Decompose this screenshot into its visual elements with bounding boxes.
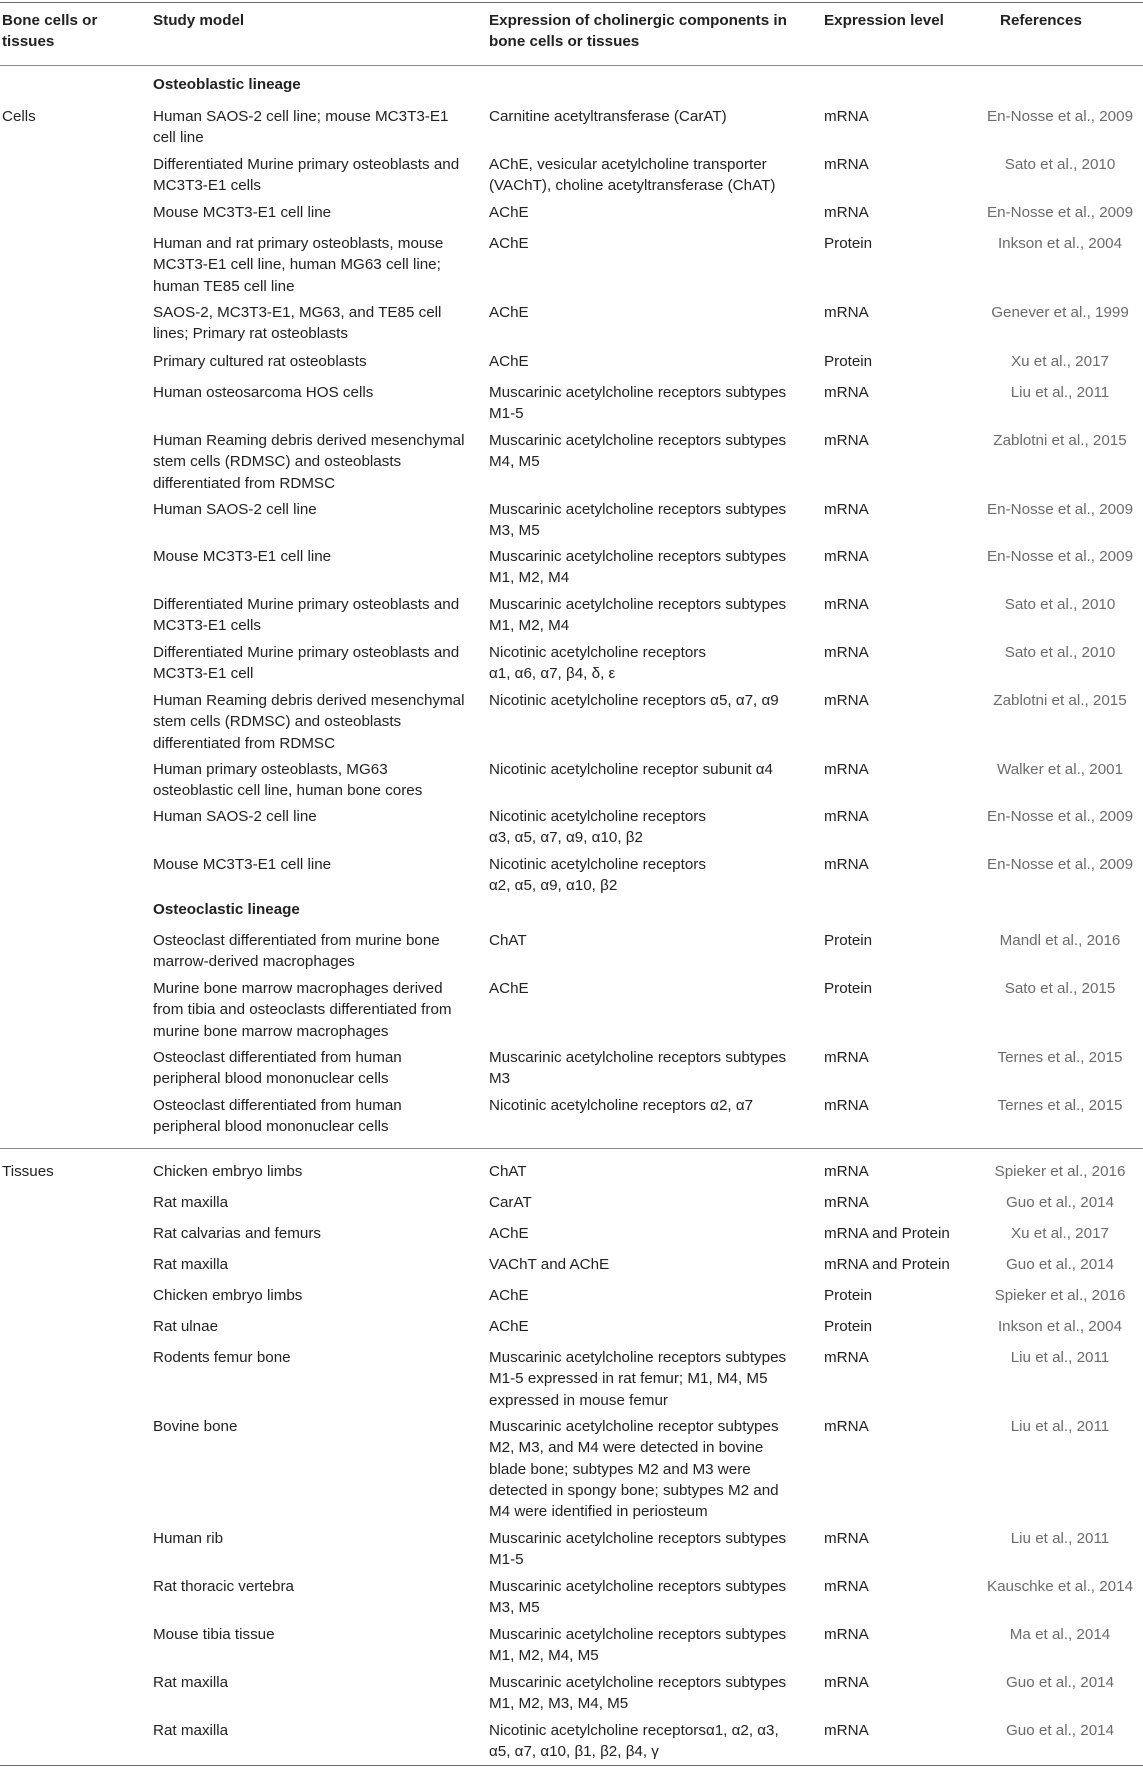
reference-cell: Spieker et al., 2016 (994, 1287, 1126, 1304)
expression-cell: CarAT (489, 1194, 532, 1211)
reference-cell: Inkson et al., 2004 (997, 235, 1123, 252)
reference-cell: Zablotni et al., 2015 (993, 692, 1127, 709)
reference-cell: En-Nosse et al., 2009 (986, 548, 1134, 565)
study-model-cell: Mouse MC3T3-E1 cell line (153, 548, 332, 565)
expression-cell: Nicotinic acetylcholine receptors α1, α6, α7, β4, δ, ε (489, 644, 706, 683)
expression-cell: Muscarinic acetylcholine receptors subtypes M1, M2, M3, M4, M5 (489, 1674, 787, 1713)
reference-cell: Xu et al., 2017 (1011, 353, 1109, 370)
expression-level-cell: mRNA (824, 1722, 869, 1739)
expression-cell: AChE (489, 1318, 529, 1335)
expression-level-cell: mRNA (824, 1163, 869, 1180)
expression-level-cell: mRNA (824, 108, 869, 125)
reference-cell: Liu et al., 2011 (1010, 1418, 1110, 1435)
study-model-cell: Human primary osteoblasts, MG63 osteoblastic cell line, human bone cores (153, 761, 423, 800)
study-model-cell: Chicken embryo limbs (153, 1287, 303, 1304)
reference-cell: Liu et al., 2011 (1010, 384, 1110, 401)
expression-cell: AChE (489, 304, 529, 321)
study-model-cell: Human and rat primary osteoblasts, mouse MC3T3-E1 cell line, human MG63 cell line; human TE85 cell line (153, 235, 444, 295)
study-model-cell: Mouse MC3T3-E1 cell line (153, 856, 332, 873)
expression-level-cell: mRNA (824, 1626, 869, 1643)
header-expression: Expression of cholinergic components in bone cells or tissues (489, 12, 787, 51)
study-model-cell: Rat maxilla (153, 1256, 229, 1273)
study-model-cell: Differentiated Murine primary osteoblasts and MC3T3-E1 cells (153, 596, 460, 635)
expression-cell: ChAT (489, 1163, 527, 1180)
study-model-cell: Osteoclast differentiated from murine bone marrow-derived macrophages (153, 932, 440, 971)
study-model-cell: Rat ulnae (153, 1318, 219, 1335)
study-model-cell: Human rib (153, 1530, 224, 1547)
expression-cell: Muscarinic acetylcholine receptors subtypes M3, M5 (489, 1578, 787, 1617)
study-model-cell: Rat calvarias and femurs (153, 1225, 321, 1242)
expression-level-cell: mRNA (824, 432, 869, 449)
study-model-cell: Human SAOS-2 cell line (153, 501, 317, 518)
expression-cell: Nicotinic acetylcholine receptors α2, α7 (489, 1097, 754, 1114)
reference-cell: Mandl et al., 2016 (999, 932, 1121, 949)
expression-level-cell: mRNA (824, 1194, 869, 1211)
reference-cell: En-Nosse et al., 2009 (986, 856, 1134, 873)
reference-cell: Walker et al., 2001 (996, 761, 1124, 778)
study-model-cell: Rat maxilla (153, 1722, 229, 1739)
reference-cell: En-Nosse et al., 2009 (986, 108, 1134, 125)
expression-level-cell: mRNA (824, 856, 869, 873)
expression-cell: Nicotinic acetylcholine receptor subunit α4 (489, 761, 773, 778)
expression-cell: Carnitine acetyltransferase (CarAT) (489, 108, 727, 125)
study-model-cell: SAOS-2, MC3T3-E1, MG63, and TE85 cell lines; Primary rat osteoblasts (153, 304, 442, 343)
expression-level-cell: Protein (824, 1318, 873, 1335)
expression-level-cell: mRNA (824, 692, 869, 709)
reference-cell: Liu et al., 2011 (1010, 1530, 1110, 1547)
study-model-cell: Human SAOS-2 cell line (153, 808, 317, 825)
expression-level-cell: mRNA (824, 1349, 869, 1366)
expression-level-cell: mRNA (824, 204, 869, 221)
reference-cell: En-Nosse et al., 2009 (986, 808, 1134, 825)
cells-tissues-divider (0, 1148, 1143, 1149)
expression-cell: Muscarinic acetylcholine receptors subtypes M1, M2, M4 (489, 596, 787, 635)
expression-cell: AChE, vesicular acetylcholine transporter (VAChT), choline acetyltransferase (ChAT) (489, 156, 776, 195)
group-tissues-label: Tissues (2, 1163, 54, 1180)
expression-cell: Muscarinic acetylcholine receptors subtypes M1-5 expressed in rat femur; M1, M4, M5 expressed in mouse femur (489, 1349, 787, 1409)
expression-cell: VAChT and AChE (489, 1256, 610, 1273)
reference-cell: En-Nosse et al., 2009 (986, 204, 1134, 221)
expression-cell: Muscarinic acetylcholine receptor subtypes M2, M3, and M4 were detected in bovine blade bone; subtypes M2 and M3 were detected in spongy bone; subtypes M2 and M4 were identified in periosteum (489, 1418, 779, 1521)
expression-cell: Muscarinic acetylcholine receptors subtypes M1, M2, M4 (489, 548, 787, 587)
reference-cell: Ternes et al., 2015 (997, 1049, 1123, 1066)
reference-cell: Sato et al., 2015 (1004, 980, 1116, 997)
expression-cell: Nicotinic acetylcholine receptorsα1, α2, α3, α5, α7, α10, β1, β2, β4, γ (489, 1722, 779, 1761)
expression-cell: ChAT (489, 932, 527, 949)
study-model-cell: Human SAOS-2 cell line; mouse MC3T3-E1 cell line (153, 108, 449, 147)
header-bottom-rule (0, 65, 1143, 66)
reference-cell: Ma et al., 2014 (1009, 1626, 1111, 1643)
study-model-cell: Osteoclast differentiated from human peripheral blood mononuclear cells (153, 1049, 402, 1088)
expression-level-cell: mRNA (824, 1097, 869, 1114)
expression-level-cell: Protein (824, 353, 873, 370)
study-model-cell: Human Reaming debris derived mesenchymal stem cells (RDMSC) and osteoblasts differentiated from RDMSC (153, 692, 465, 752)
reference-cell: En-Nosse et al., 2009 (986, 501, 1134, 518)
expression-cell: AChE (489, 235, 529, 252)
study-model-cell: Human osteosarcoma HOS cells (153, 384, 374, 401)
reference-cell: Sato et al., 2010 (1004, 596, 1116, 613)
expression-level-cell: mRNA (824, 1530, 869, 1547)
expression-level-cell: mRNA (824, 1049, 869, 1066)
reference-cell: Spieker et al., 2016 (994, 1163, 1126, 1180)
expression-level-cell: Protein (824, 1287, 873, 1304)
study-model-cell: Differentiated Murine primary osteoblasts and MC3T3-E1 cell (153, 644, 460, 683)
study-model-cell: Mouse tibia tissue (153, 1626, 275, 1643)
group-cells-label: Cells (2, 108, 36, 125)
expression-level-cell: Protein (824, 235, 873, 252)
study-model-cell: Rat maxilla (153, 1674, 229, 1691)
expression-cell: Muscarinic acetylcholine receptors subtypes M1-5 (489, 384, 787, 423)
expression-cell: Nicotinic acetylcholine receptors α2, α5, α9, α10, β2 (489, 856, 706, 895)
study-model-cell: Rodents femur bone (153, 1349, 291, 1366)
study-model-cell: Mouse MC3T3-E1 cell line (153, 204, 332, 221)
expression-cell: Muscarinic acetylcholine receptors subtypes M3, M5 (489, 501, 787, 540)
table-top-rule (0, 2, 1143, 3)
expression-level-cell: mRNA (824, 501, 869, 518)
study-model-cell: Chicken embryo limbs (153, 1163, 303, 1180)
header-bone-cells: Bone cells or tissues (2, 12, 98, 51)
expression-level-cell: mRNA (824, 1674, 869, 1691)
reference-cell: Guo et al., 2014 (1005, 1722, 1115, 1739)
expression-cell: AChE (489, 204, 529, 221)
expression-level-cell: mRNA (824, 1418, 869, 1435)
expression-level-cell: mRNA (824, 304, 869, 321)
reference-cell: Guo et al., 2014 (1005, 1674, 1115, 1691)
expression-cell: AChE (489, 1225, 529, 1242)
expression-cell: Nicotinic acetylcholine receptors α3, α5, α7, α9, α10, β2 (489, 808, 706, 847)
expression-cell: AChE (489, 353, 529, 370)
expression-cell: Muscarinic acetylcholine receptors subtypes M4, M5 (489, 432, 787, 471)
reference-cell: Guo et al., 2014 (1005, 1194, 1115, 1211)
expression-level-cell: Protein (824, 980, 873, 997)
section-osteoblastic-lineage: Osteoblastic lineage (153, 76, 301, 93)
expression-level-cell: Protein (824, 932, 873, 949)
header-study-model: Study model (153, 12, 245, 29)
expression-level-cell: mRNA (824, 644, 869, 661)
study-model-cell: Rat maxilla (153, 1194, 229, 1211)
study-model-cell: Primary cultured rat osteoblasts (153, 353, 367, 370)
reference-cell: Inkson et al., 2004 (997, 1318, 1123, 1335)
study-model-cell: Murine bone marrow macrophages derived from tibia and osteoclasts differentiated from murine bone marrow macrophages (153, 980, 452, 1040)
expression-level-cell: mRNA (824, 761, 869, 778)
section-osteoclastic-lineage: Osteoclastic lineage (153, 901, 300, 918)
study-model-cell: Rat thoracic vertebra (153, 1578, 294, 1595)
reference-cell: Liu et al., 2011 (1010, 1349, 1110, 1366)
reference-cell: Sato et al., 2010 (1004, 644, 1116, 661)
expression-cell: AChE (489, 980, 529, 997)
reference-cell: Zablotni et al., 2015 (993, 432, 1127, 449)
expression-level-cell: mRNA (824, 1578, 869, 1595)
study-model-cell: Human Reaming debris derived mesenchymal stem cells (RDMSC) and osteoblasts differentiated from RDMSC (153, 432, 465, 492)
expression-level-cell: mRNA (824, 156, 869, 173)
expression-cell: Muscarinic acetylcholine receptors subtypes M1, M2, M4, M5 (489, 1626, 787, 1665)
expression-level-cell: mRNA and Protein (824, 1256, 950, 1273)
header-references: References (1000, 12, 1082, 29)
reference-cell: Guo et al., 2014 (1005, 1256, 1115, 1273)
reference-cell: Sato et al., 2010 (1004, 156, 1116, 173)
reference-cell: Ternes et al., 2015 (997, 1097, 1123, 1114)
reference-cell: Genever et al., 1999 (991, 304, 1129, 321)
expression-level-cell: mRNA (824, 596, 869, 613)
study-model-cell: Osteoclast differentiated from human peripheral blood mononuclear cells (153, 1097, 402, 1136)
table-bottom-rule (0, 1765, 1143, 1766)
expression-level-cell: mRNA (824, 548, 869, 565)
header-expression-level: Expression level (824, 12, 944, 29)
expression-cell: Muscarinic acetylcholine receptors subtypes M3 (489, 1049, 787, 1088)
expression-cell: Nicotinic acetylcholine receptors α5, α7, α9 (489, 692, 779, 709)
expression-cell: AChE (489, 1287, 529, 1304)
expression-level-cell: mRNA (824, 384, 869, 401)
study-model-cell: Differentiated Murine primary osteoblasts and MC3T3-E1 cells (153, 156, 460, 195)
expression-level-cell: mRNA and Protein (824, 1225, 950, 1242)
study-model-cell: Bovine bone (153, 1418, 238, 1435)
expression-cell: Muscarinic acetylcholine receptors subtypes M1-5 (489, 1530, 787, 1569)
reference-cell: Kauschke et al., 2014 (986, 1578, 1134, 1595)
expression-level-cell: mRNA (824, 808, 869, 825)
reference-cell: Xu et al., 2017 (1011, 1225, 1109, 1242)
